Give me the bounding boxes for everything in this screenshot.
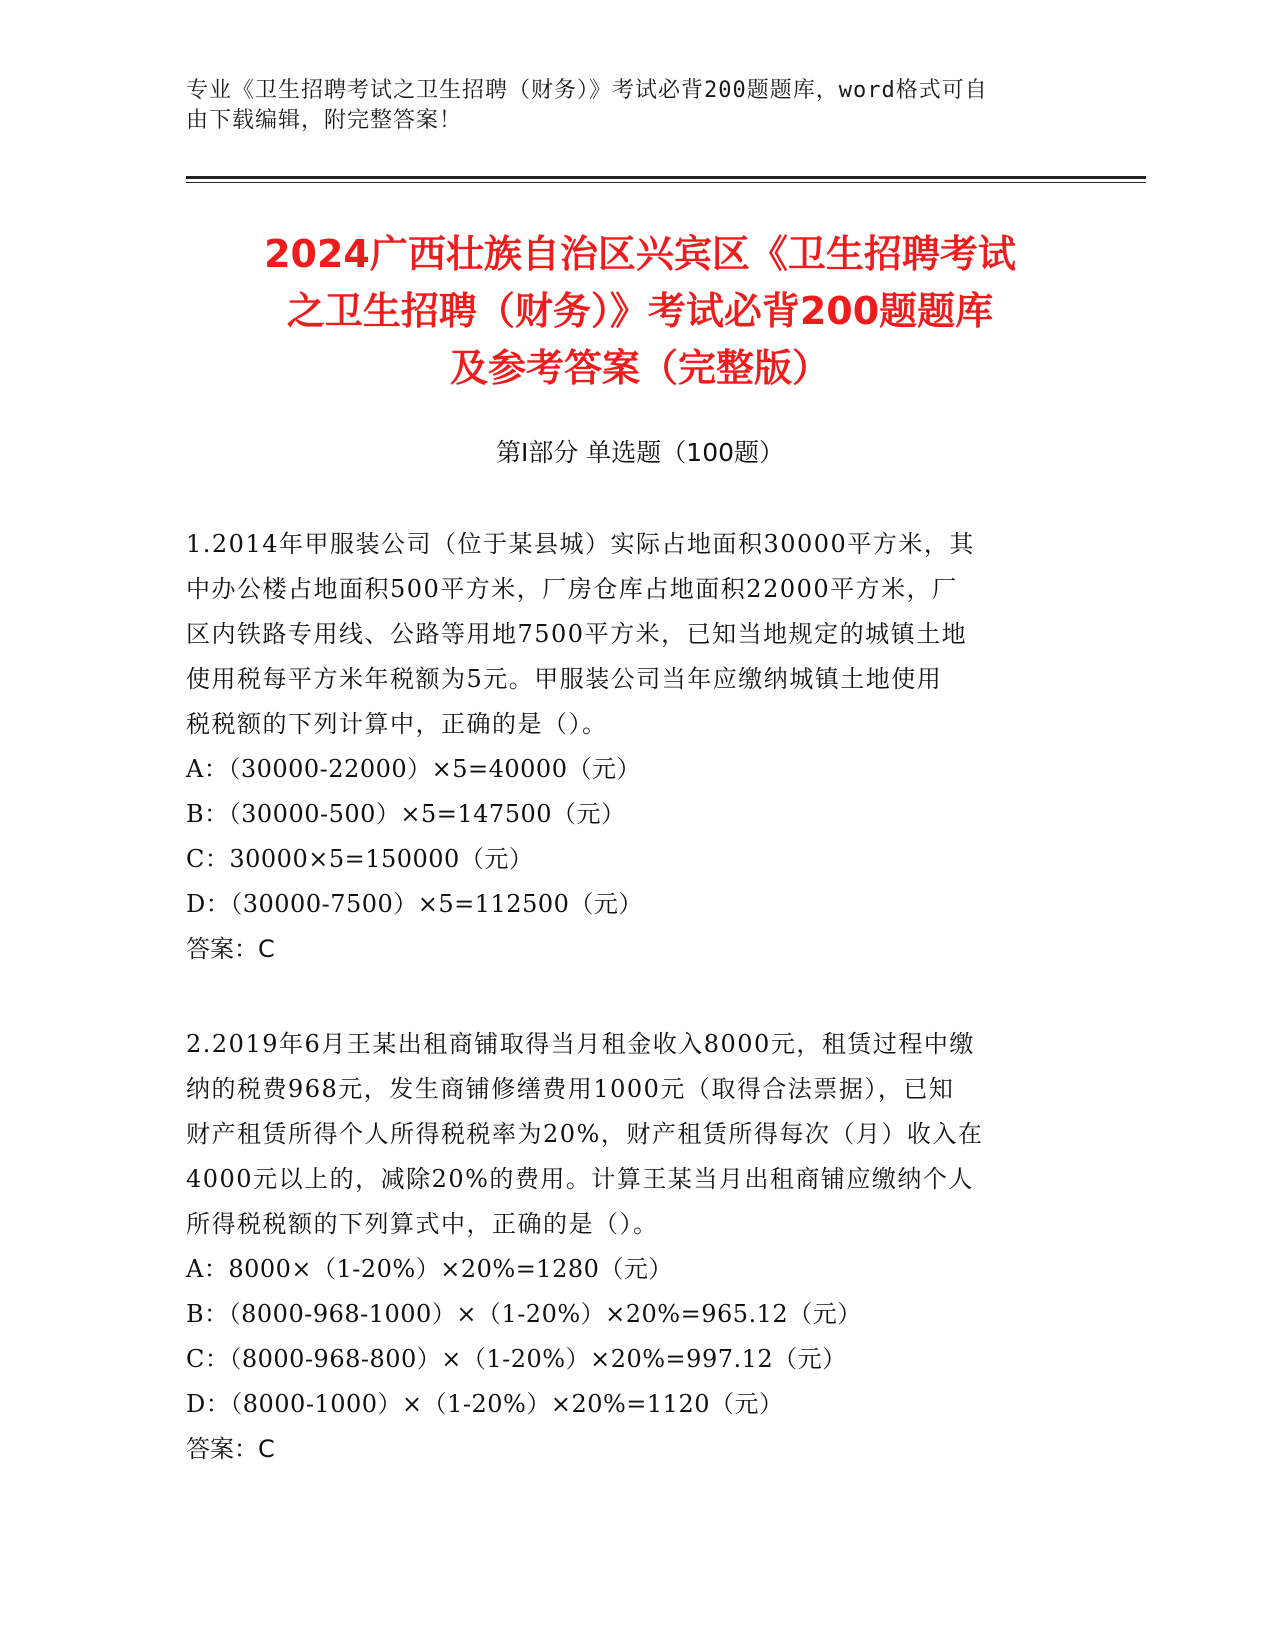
header-rule-thick	[186, 176, 1146, 179]
document-title: 2024广西壮族自治区兴宾区《卫生招聘考试 之卫生招聘（财务）》考试必背200题题库 及参考答案（完整版）	[264, 232, 1016, 390]
question-stem: 2.2019年6月王某出租商铺取得当月租金收入8000元，租赁过程中缴 纳的税费968元，发生商铺修缮费用1000元（取得合法票据），已知 财产租赁所得个人所得税税率为20%，财产租赁所得每次（月）收入在 4000元以上的，减除20%的费用。计算王某当月出租商铺应缴纳个人 所得税税额的下列算式中，正确的是（）。	[186, 1030, 984, 1238]
question-stem: 1.2014年甲服装公司（位于某县城）实际占地面积30000平方米，其 中办公楼占地面积500平方米，厂房仓库占地面积22000平方米，厂 区内铁路专用线、公路等用地7500平方米，已知当地规定的城镇土地 使用税每平方米年税额为5元。甲服装公司当年应缴纳城镇土地使用 税税额的下列计算中，正确的是（）。	[186, 530, 975, 738]
option-c: C：30000×5=150000（元）	[186, 845, 534, 873]
option-c: C：（8000-968-800）×（1-20%）×20%=997.12（元）	[186, 1345, 847, 1373]
header-note: 专业《卫生招聘考试之卫生招聘（财务）》考试必背200题题库，word格式可自 由下载编辑，附完整答案！	[186, 78, 988, 133]
question-2	[186, 1022, 1076, 1472]
section-title: 第Ⅰ部分 单选题（100题）	[495, 438, 785, 467]
option-a: A：（30000-22000）×5=40000（元）	[186, 755, 641, 783]
answer: 答案：C	[186, 1435, 275, 1463]
option-d: D：（30000-7500）×5=112500（元）	[186, 890, 643, 918]
option-a: A：8000×（1-20%）×20%=1280（元）	[186, 1255, 673, 1283]
option-b: B：（30000-500）×5=147500（元）	[186, 800, 626, 828]
header-rule-thin	[186, 182, 1146, 183]
answer: 答案：C	[186, 935, 275, 963]
option-b: B：（8000-968-1000）×（1-20%）×20%=965.12（元）	[186, 1300, 862, 1328]
question-1	[186, 522, 1076, 972]
option-d: D：（8000-1000）×（1-20%）×20%=1120（元）	[186, 1390, 784, 1418]
